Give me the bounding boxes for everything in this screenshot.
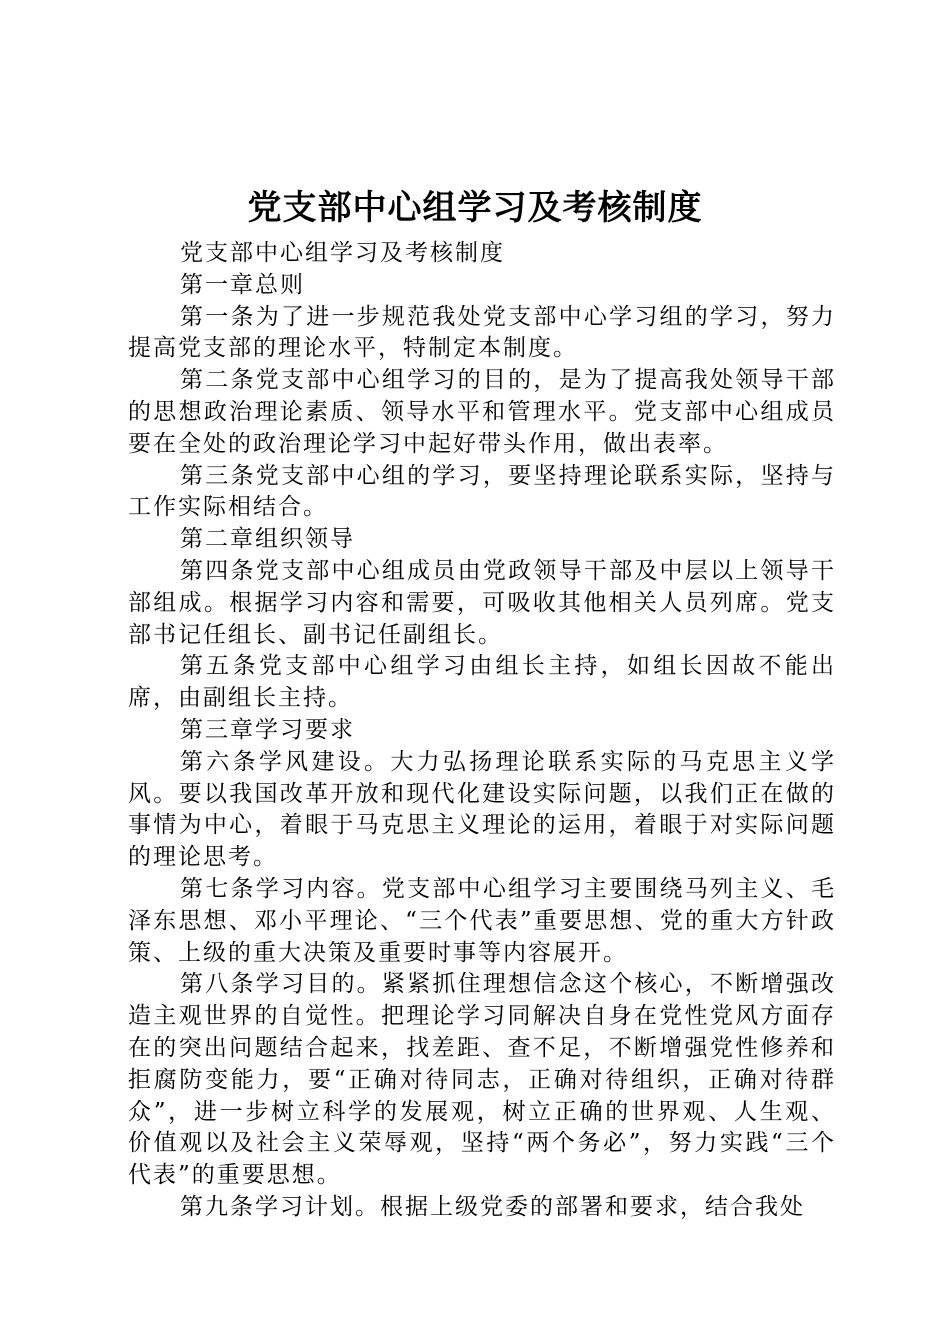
document-title: 党支部中心组学习及考核制度 (247, 188, 703, 228)
document-body (128, 238, 836, 1224)
article-8: 第八条学习目的。紧紧抓住理想信念这个核心，不断增强改造主观世界的自觉性。把理论学习同解决自身在党性党风方面存在的突出问题结合起来，找差距、查不足，不断增强党性修养和拒腐防变能力，要“正确对待同志，正确对待组织，正确对待群众”，进一步树立科学的发展观，树立正确的世界观、人生观、价值观以及社会主义荣辱观，坚持“两个务必”，努力实践“三个代表”的重要思想。 (128, 971, 836, 1189)
article-3: 第三条党支部中心组的学习，要坚持理论联系实际，坚持与工作实际相结合。 (128, 462, 836, 521)
article-9: 第九条学习计划。根据上级党委的部署和要求，结合我处 (180, 1193, 805, 1220)
chapter-heading-1: 第一章总则 (180, 271, 305, 298)
article-5: 第五条党支部中心组学习由组长主持，如组长因故不能出席，由副组长主持。 (128, 653, 836, 712)
paragraph-subtitle: 党支部中心组学习及考核制度 (180, 240, 505, 266)
article-4: 第四条党支部中心组成员由党政领导干部及中层以上领导干部组成。根据学习内容和需要，可吸收其他相关人员列席。党支部书记任组长、副书记任副组长。 (128, 557, 836, 648)
article-2: 第二条党支部中心组学习的目的，是为了提高我处领导干部的思想政治理论素质、领导水平和管理水平。党支部中心组成员要在全处的政治理论学习中起好带头作用，做出表率。 (128, 367, 836, 457)
article-7: 第七条学习内容。党支部中心组学习主要围绕马列主义、毛泽东思想、邓小平理论、“三个代表”重要思想、党的重大方针政策、上级的重大决策及重要时事等内容展开。 (128, 875, 836, 966)
article-6: 第六条学风建设。大力弘扬理论联系实际的马克思主义学风。要以我国改革开放和现代化建设实际问题，以我们正在做的事情为中心，着眼于马克思主义理论的运用，着眼于对实际问题的理论思考。 (128, 748, 836, 871)
chapter-heading-2: 第二章组织领导 (180, 526, 355, 553)
article-1: 第一条为了进一步规范我处党支部中心学习组的学习，努力提高党支部的理论水平，特制定本制度。 (128, 303, 836, 362)
chapter-heading-3: 第三章学习要求 (180, 716, 355, 743)
